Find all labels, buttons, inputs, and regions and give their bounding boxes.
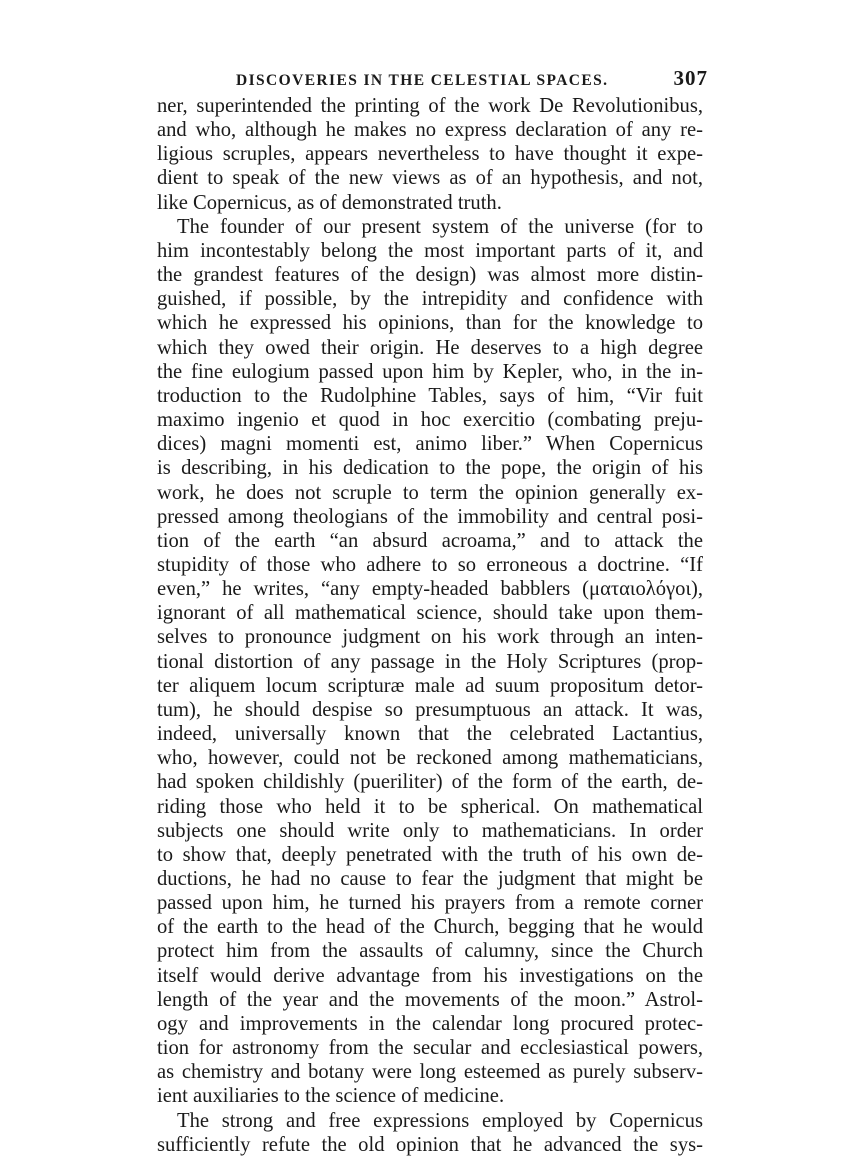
text-line: ient auxiliaries to the science of medicine. — [157, 1085, 505, 1108]
text-line: ter aliquem locum scripturæ male ad suum propositum detor- — [157, 674, 703, 697]
text-line: protect him from the assaults of calumny, since the Church — [157, 940, 703, 963]
text-line: troduction to the Rudolphine Tables, says of him, “Vir fuit — [157, 384, 703, 407]
text-line: tion for astronomy from the secular and ecclesiastical powers, — [157, 1037, 703, 1060]
text-line: is describing, in his dedication to the pope, the origin of his — [157, 457, 703, 480]
text-line: the fine eulogium passed upon him by Kepler, who, in the in- — [157, 360, 703, 383]
text-line: had spoken childishly (pueriliter) of the form of the earth, de- — [157, 771, 703, 794]
text-line: to show that, deeply penetrated with the truth of his own de- — [157, 843, 703, 866]
text-line: riding those who held it to be spherical. On mathematical — [157, 795, 703, 818]
text-line: which they owed their origin. He deserves to a high degree — [157, 336, 703, 359]
text-line: ogy and improvements in the calendar long procured protec- — [157, 1012, 703, 1035]
text-line: even,” he writes, “any empty-headed babblers (ματαιολόγοι), — [157, 578, 703, 601]
text-line: The founder of our present system of the universe (for to — [177, 215, 703, 238]
text-line: the grandest features of the design) was almost more distin- — [157, 264, 703, 287]
text-line: stupidity of those who adhere to so erroneous a doctrine. “If — [157, 553, 703, 576]
text-line: tion of the earth “an absurd acroama,” and to attack the — [157, 529, 703, 552]
text-line: dices) magni momenti est, animo liber.” When Copernicus — [157, 433, 703, 456]
running-head — [236, 66, 708, 88]
text-line: ductions, he had no cause to fear the judgment that might be — [157, 868, 703, 890]
text-line: passed upon him, he turned his prayers from a remote corner — [157, 892, 703, 915]
text-line: which he expressed his opinions, than for the knowledge to — [157, 312, 703, 335]
text-line: ligious scruples, appears nevertheless to have thought it expe- — [157, 143, 703, 166]
text-line: guished, if possible, by the intrepidity and confidence with — [157, 288, 703, 311]
text-line: The strong and free expressions employed by Copernicus — [177, 1109, 703, 1132]
text-line: tional distortion of any passage in the Holy Scriptures (prop- — [157, 650, 703, 673]
text-line: maximo ingenio et quod in hoc exercitio (combating preju- — [157, 409, 703, 432]
text-line: sufficiently refute the old opinion that he advanced the sys- — [157, 1133, 703, 1156]
text-line: length of the year and the movements of the moon.” Astrol- — [157, 988, 703, 1011]
text-line: like Copernicus, as of demonstrated truth. — [157, 191, 502, 214]
text-line: subjects one should write only to mathematicians. In order — [157, 819, 703, 842]
text-line: itself would derive advantage from his investigations on the — [157, 964, 703, 987]
text-line: pressed among theologians of the immobility and central posi- — [157, 505, 703, 528]
text-line: work, he does not scruple to term the opinion generally ex- — [157, 481, 703, 504]
text-line: dient to speak of the new views as of an hypothesis, and not, — [157, 167, 703, 190]
page-number: 307 — [673, 66, 708, 90]
running-title: DISCOVERIES IN THE CELESTIAL SPACES. — [236, 72, 609, 89]
text-line: as chemistry and botany were long esteemed as purely subserv- — [157, 1061, 703, 1084]
text-line: ignorant of all mathematical science, should take upon them- — [157, 602, 703, 625]
text-line: of the earth to the head of the Church, begging that he would — [157, 916, 703, 939]
text-line: and who, although he makes no express declaration of any re- — [157, 119, 703, 142]
body-text — [157, 94, 703, 1157]
text-line: indeed, universally known that the celebrated Lactantius, — [157, 723, 703, 746]
text-line: who, however, could not be reckoned among mathematicians, — [157, 747, 703, 770]
text-line: him incontestably belong the most important parts of it, and — [157, 239, 703, 262]
text-line: selves to pronounce judgment on his work through an inten- — [157, 626, 703, 649]
text-line: ner, superintended the printing of the work De Revolutionibus, — [157, 95, 703, 117]
text-line: tum), he should despise so presumptuous an attack. It was, — [157, 698, 703, 721]
